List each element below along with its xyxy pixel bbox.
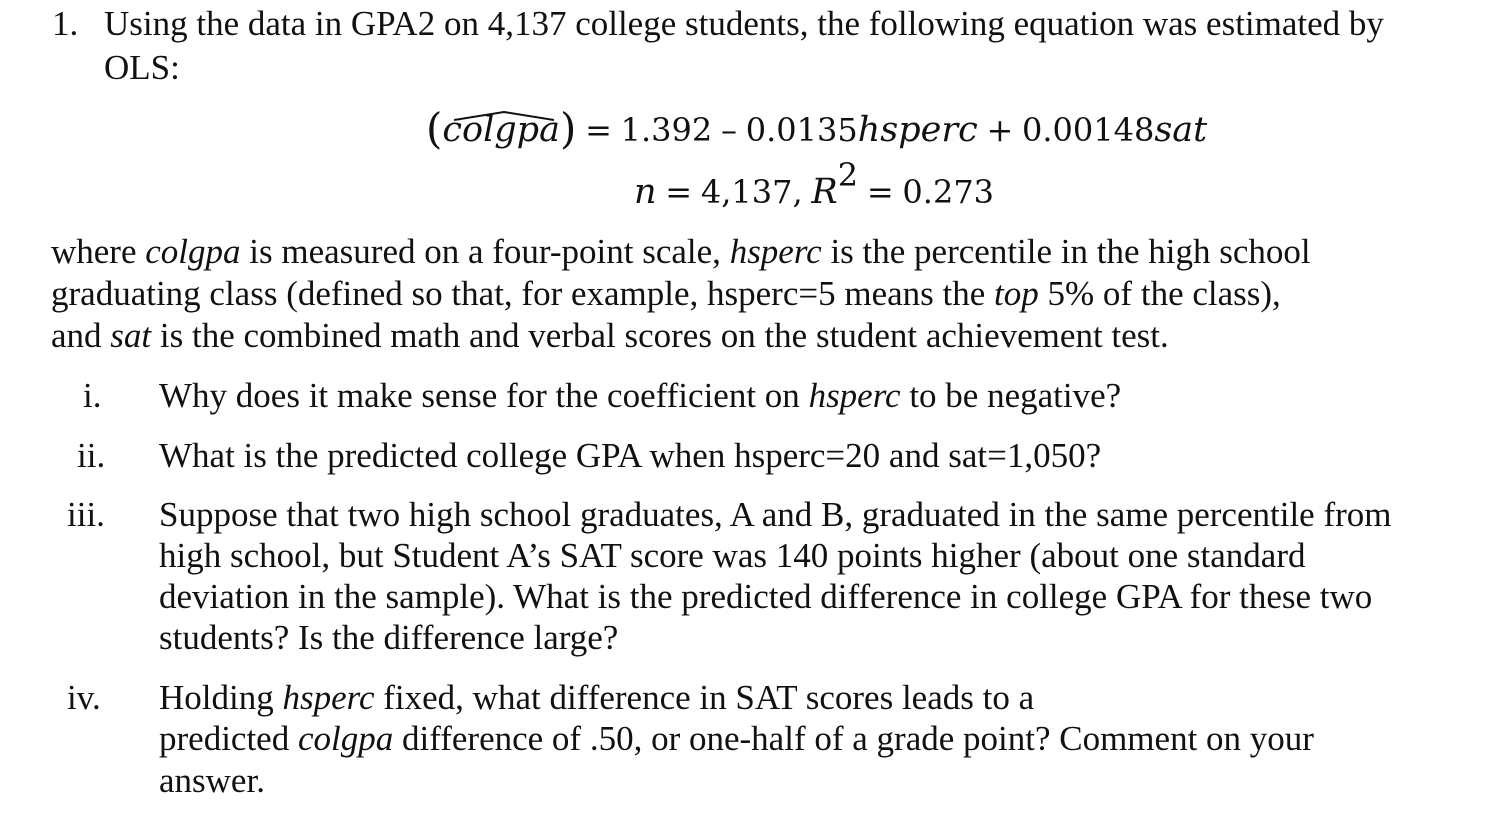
item-iv-line1: Holding hsperc fixed, what difference in SAT scores leads to a [159,678,1035,717]
item-numeral-iv: iv. [67,678,101,717]
question-number: 1. [52,4,79,43]
equals-sign-3: = [866,173,894,211]
regression-stats [634,156,995,213]
regression-equation [426,106,1207,151]
item-iii-line3: deviation in the sample). What is the predicted difference in college GPA for these two [159,577,1373,616]
minus-sign: – [721,111,737,149]
equals-sign: = [585,111,612,149]
coef-sat: 0.00148 [1022,111,1155,149]
item-numeral-ii: ii. [77,436,106,475]
n-value: 4,137, [700,173,803,211]
open-paren: ( [426,104,443,153]
item-iii-line2: high school, but Student A’s SAT score was 140 points higher (about one standard [159,536,1306,575]
description-line1: where colgpa is measured on a four-point scale, hsperc is the percentile in the high school [51,232,1311,271]
var-sat: sat [1154,110,1208,150]
question-intro-line1: Using the data in GPA2 on 4,137 college students, the following equation was estimated by [104,4,1384,43]
item-numeral-iii: iii. [67,495,105,534]
item-iv-line3: answer. [159,761,265,800]
lhs-variable: colgpa [442,110,560,150]
item-numeral-i: i. [83,376,102,415]
var-hsperc: hsperc [857,110,978,150]
n-label: n [634,172,657,212]
term-top: top [994,274,1039,313]
equals-sign-2: = [665,173,693,211]
close-paren: ) [559,104,577,153]
hat-accent-icon [454,111,554,121]
r2-value: 0.273 [902,173,995,211]
description-line3: and sat is the combined math and verbal scores on the student achievement test. [51,316,1169,355]
term-hsperc: hsperc [729,232,822,271]
item-i-text: Why does it make sense for the coefficient on hsperc to be negative? [159,376,1122,415]
item-iii-line1: Suppose that two high school graduates, A and B, graduated in the same percentile from [159,495,1392,534]
item-iv-line2: predicted colgpa difference of .50, or one-half of a grade point? Comment on your [159,719,1314,758]
question-intro-line2: OLS: [104,48,180,87]
coef-hsperc: 0.0135 [745,111,858,149]
intercept: 1.392 [620,111,713,149]
plus-sign: + [986,111,1014,149]
term-sat: sat [110,316,152,355]
colgpa-hat [442,109,560,151]
item-iii-line4: students? Is the difference large? [159,618,619,657]
item-ii-text: What is the predicted college GPA when hsperc=20 and sat=1,050? [159,436,1102,475]
r2-superscript: 2 [837,156,859,195]
description-line2: graduating class (defined so that, for example, hsperc=5 means the top 5% of the class), [51,274,1281,313]
term-colgpa: colgpa [145,232,241,271]
r2-label: R [811,172,838,212]
